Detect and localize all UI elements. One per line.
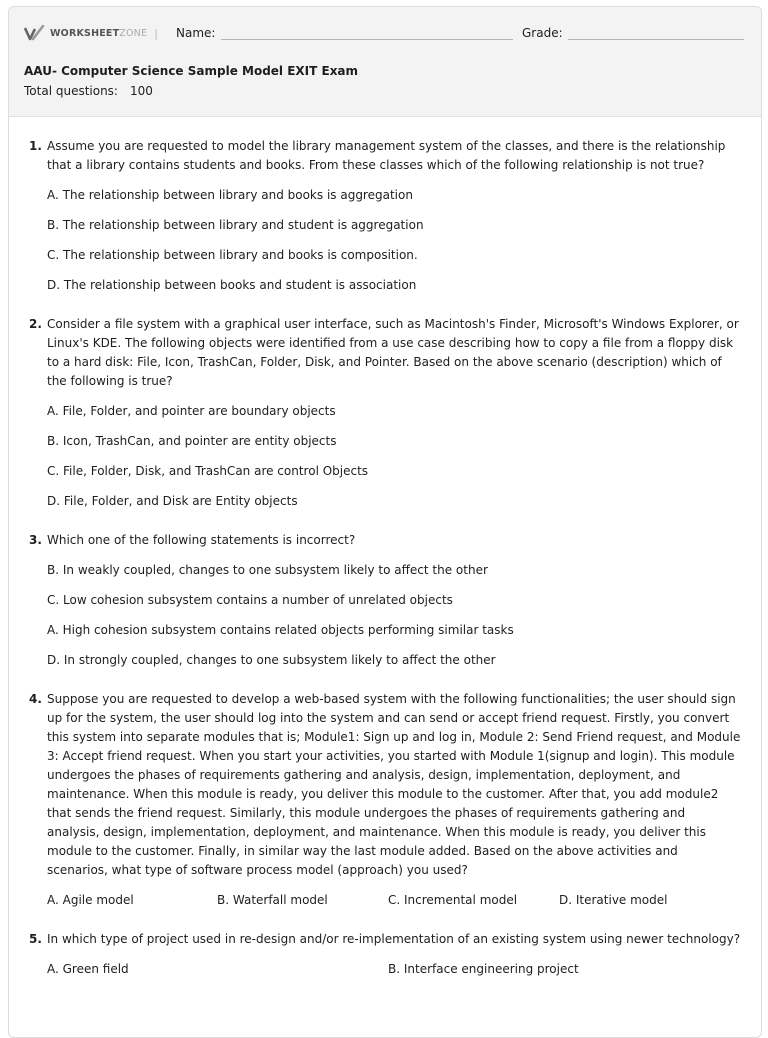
worksheet-header <box>9 7 761 117</box>
worksheet-zone-logo <box>24 25 158 41</box>
option-c: C. Low cohesion subsystem contains a number of unrelated objects <box>47 593 453 607</box>
option-b: B. Waterfall model <box>217 893 328 907</box>
total-questions-label: Total questions: <box>24 84 118 98</box>
option-a: A. File, Folder, and pointer are boundary objects <box>47 404 336 418</box>
question-number: 2. <box>29 317 42 331</box>
option-a: A. Green field <box>47 962 129 976</box>
question-text: Consider a file system with a graphical user interface, such as Macintosh's Finder, Microsoft's Windows Explorer, or Linux's KDE. The following objects were identified from a use case describing how to copy a file from a floppy disk to a hard disk: File, Icon, TrashCan, Folder, Disk, and Pointer. Based on the above scenario (description) which of the following is true? <box>47 317 739 388</box>
question-5 <box>29 930 741 979</box>
options-row <box>47 960 741 979</box>
grade-label: Grade: <box>522 26 563 40</box>
header-top-row <box>24 25 743 45</box>
question-text: Which one of the following statements is incorrect? <box>47 533 356 547</box>
option-a: A. Agile model <box>47 893 134 907</box>
option-d: D. The relationship between books and student is association <box>47 278 417 292</box>
total-questions-value: 100 <box>129 84 153 98</box>
worksheet <box>8 6 762 1038</box>
brand-name: WORKSHEETZONE <box>50 27 148 39</box>
question-2 <box>29 315 741 511</box>
exam-title: AAU- Computer Science Sample Model EXIT Exam <box>24 64 359 78</box>
option-d: D. File, Folder, and Disk are Entity objects <box>47 494 298 508</box>
question-list <box>9 117 761 979</box>
question-text: Assume you are requested to model the library management system of the classes, and there is the relationship that a library contains students and books. From these classes which of the following relationship is not true? <box>47 139 726 172</box>
option-b: B. The relationship between library and student is aggregation <box>47 218 424 232</box>
name-label: Name: <box>176 26 216 40</box>
question-number: 3. <box>29 533 42 547</box>
total-questions <box>24 84 153 98</box>
question-number: 4. <box>29 692 42 706</box>
question-number: 1. <box>29 139 42 153</box>
name-field[interactable] <box>221 39 513 40</box>
option-c: C. The relationship between library and books is composition. <box>47 248 418 262</box>
options-row <box>47 891 741 910</box>
option-a: A. High cohesion subsystem contains related objects performing similar tasks <box>47 623 514 637</box>
question-4 <box>29 690 741 910</box>
option-b: B. In weakly coupled, changes to one subsystem likely to affect the other <box>47 563 488 577</box>
option-a: A. The relationship between library and books is aggregation <box>47 188 413 202</box>
option-c: C. File, Folder, Disk, and TrashCan are control Objects <box>47 464 369 478</box>
question-3 <box>29 531 741 670</box>
question-1 <box>29 137 741 295</box>
question-text: In which type of project used in re-design and/or re-implementation of an existing system using newer technology? <box>47 932 741 946</box>
brand-separator: | <box>154 26 158 40</box>
check-logo-icon <box>24 25 46 41</box>
grade-field[interactable] <box>568 39 744 40</box>
option-b: B. Interface engineering project <box>388 962 579 976</box>
option-d: D. In strongly coupled, changes to one subsystem likely to affect the other <box>47 653 496 667</box>
option-c: C. Incremental model <box>388 893 518 907</box>
option-b: B. Icon, TrashCan, and pointer are entity objects <box>47 434 337 448</box>
option-d: D. Iterative model <box>559 893 668 907</box>
question-number: 5. <box>29 932 42 946</box>
question-text: Suppose you are requested to develop a web-based system with the following functionalities; the user should sign up for the system, the user should log into the system and can send or accept friend request. Firstly, you convert this system into separate modules that is; Module1: Sign up and log in, Module 2: Send Friend request, and Module 3: Accept friend request. When you start your activities, you started with Module 1(signup and login). This module undergoes the phases of requirements gathering and analysis, design, implementation, deployment, and maintenance. When this module is ready, you deliver this module to the customer. After that, you add module2 that sends the friend request. Similarly, this module undergoes the phases of requirements gathering and analysis, design, implementation, deployment, and maintenance. When this module is ready, you deliver this module to the customer. Finally, in similar way the last module added. Based on the above activities and scenarios, what type of software process model (approach) you used? <box>47 692 741 877</box>
